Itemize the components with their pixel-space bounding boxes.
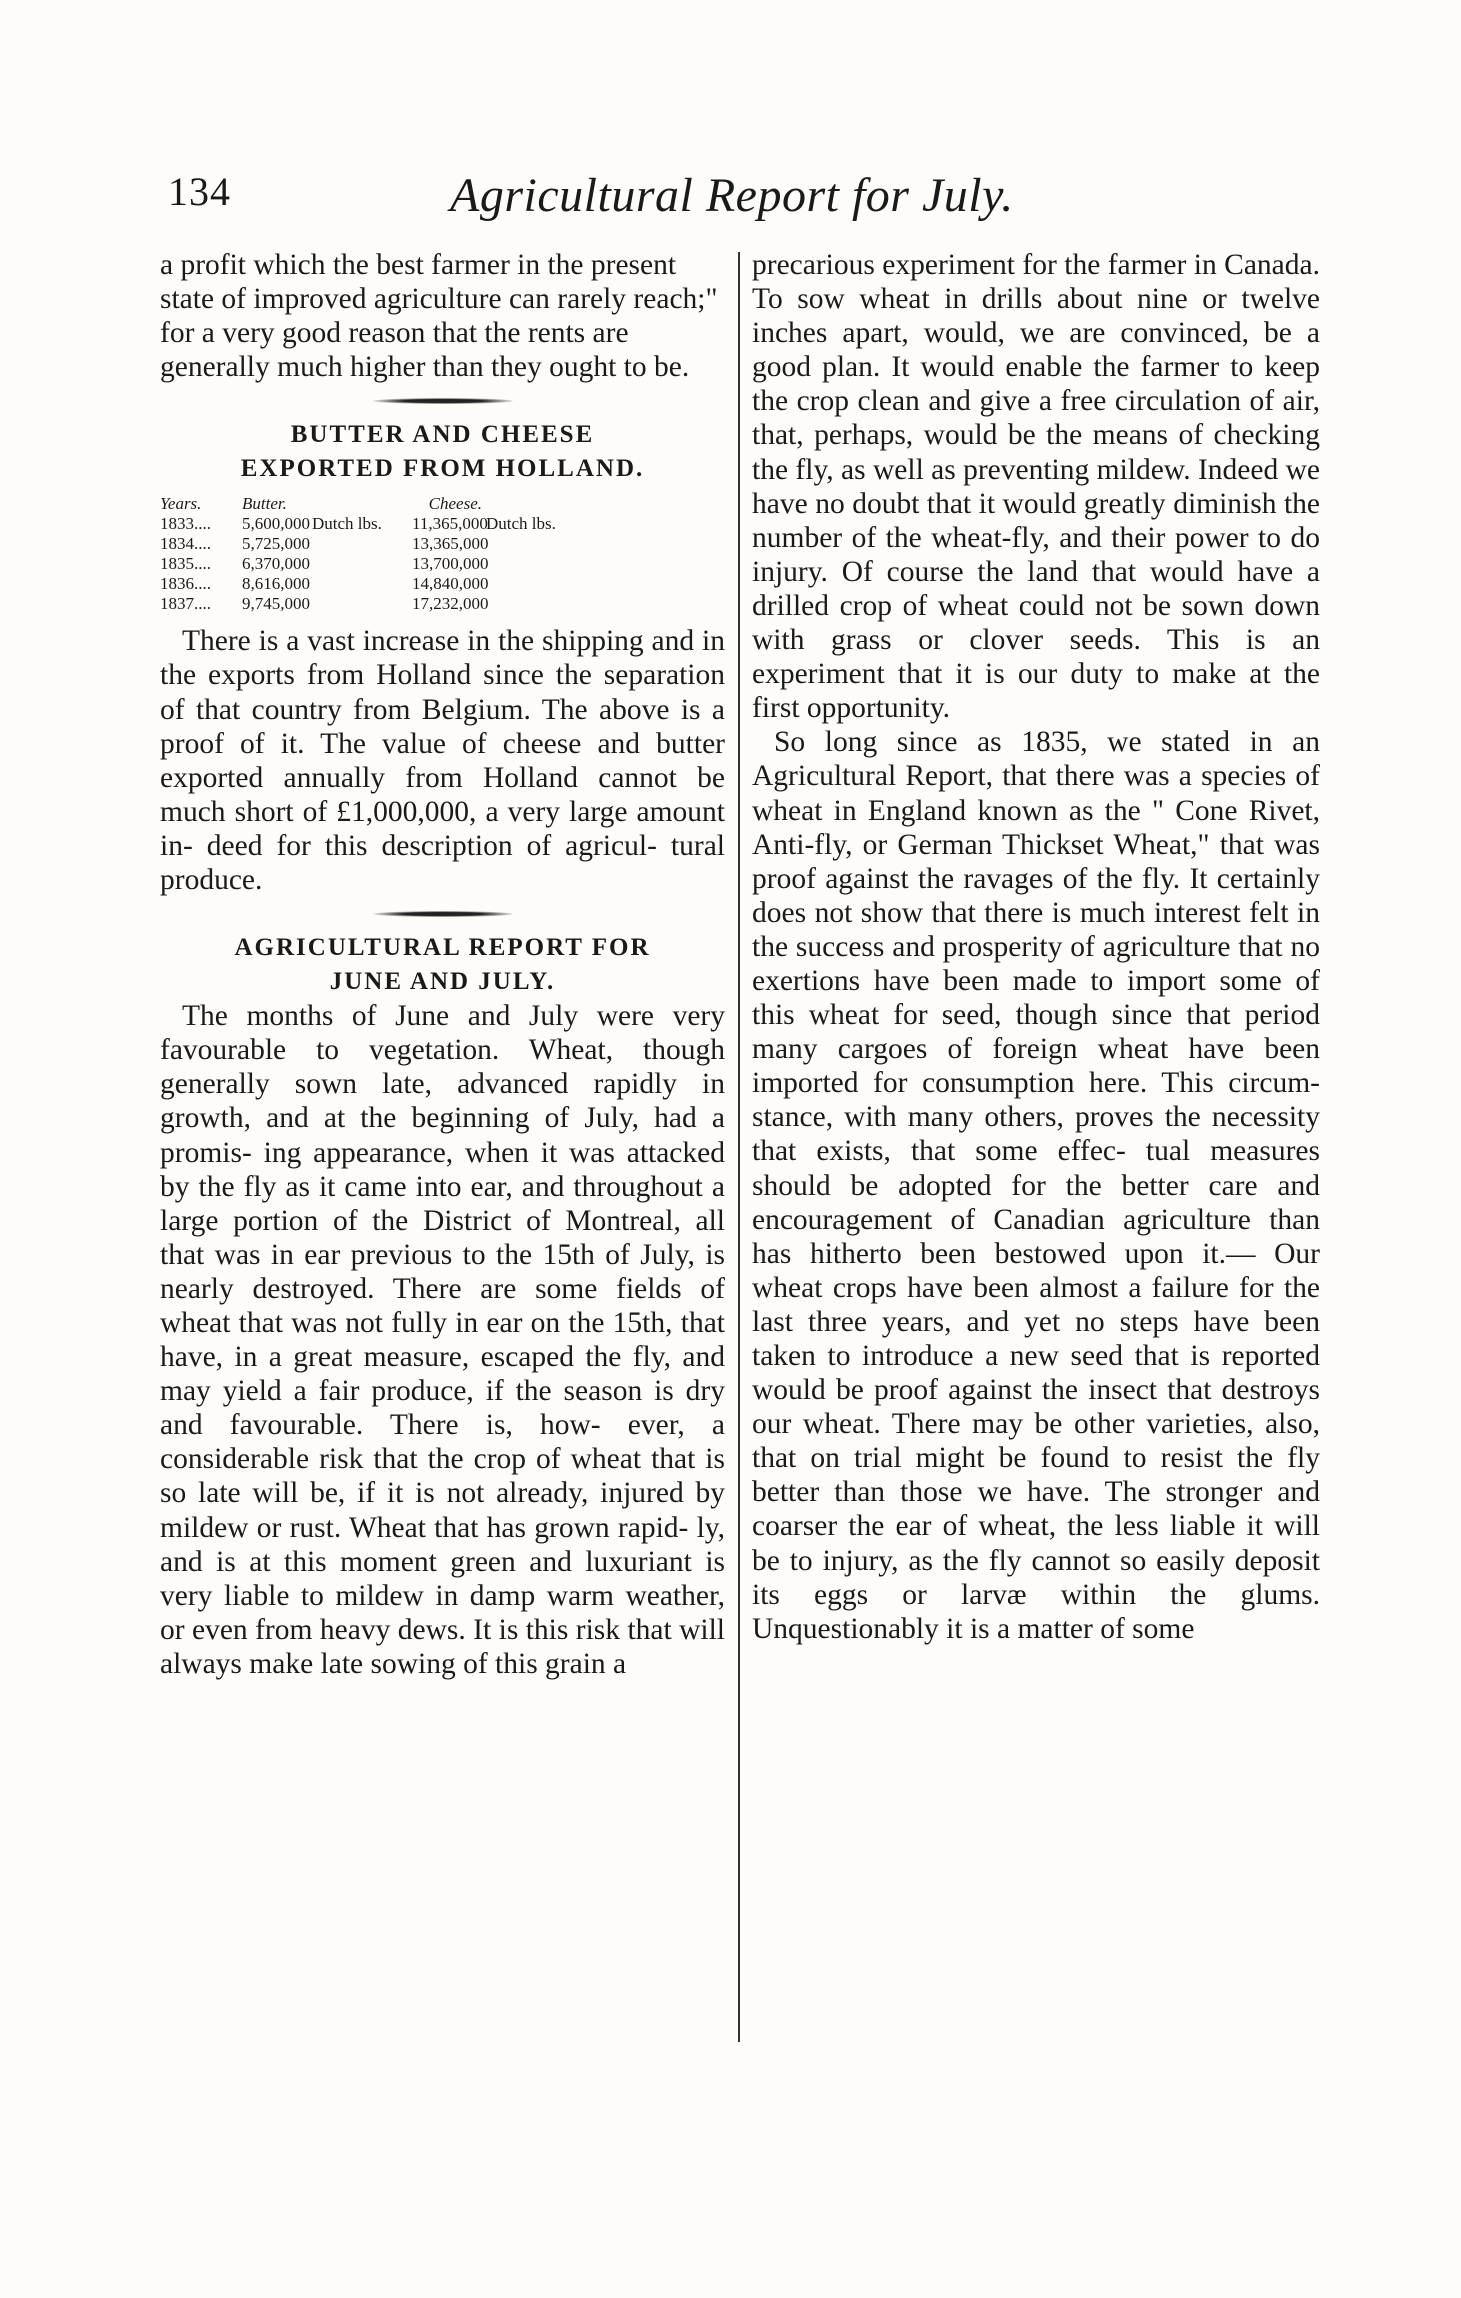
text-line: of Canadian agriculture than has — [752, 1203, 1320, 1270]
running-title: Agricultural Report for July. — [450, 169, 1014, 222]
text-line: would be the means of checking the — [752, 419, 1321, 486]
table-cell-cheese: 13,365,000 — [412, 534, 489, 554]
text-line: import some of this wheat for seed, — [752, 964, 1320, 1032]
text-line: to introduce a new seed that is — [827, 1340, 1222, 1372]
text-line: the fly cannot so easily deposit its — [752, 1544, 1321, 1611]
text-line: throughout a large portion of the — [160, 1170, 725, 1237]
text-line: can rarely reach;" for a very good — [160, 283, 718, 350]
text-line: that no exertions have been made to — [752, 930, 1320, 997]
text-line: eggs or larvæ within the glums. — [814, 1578, 1320, 1611]
text-line: about nine or twelve inches apart, — [752, 283, 1320, 350]
text-line: advanced rapidly in growth, and at — [160, 1068, 725, 1135]
text-line: keep the crop clean and give a free — [752, 351, 1320, 418]
text-line: So long since as 1835, we stated — [774, 726, 1250, 759]
butter-cheese-subheading: EXPORTED FROM HOLLAND. — [240, 455, 645, 483]
text-line: There is a vast increase in the — [182, 625, 543, 658]
table-cell-butter-unit: Dutch lbs. — [312, 514, 382, 534]
text-line: plan. It would enable the farmer to — [822, 351, 1265, 384]
text-line: a failure for the last three years, — [752, 1271, 1321, 1338]
text-line: though since that period many cargoes — [752, 999, 1320, 1066]
text-line: great measure, escaped the fly, and — [293, 1341, 725, 1374]
text-line: necessity that exists, that some effec- — [752, 1101, 1320, 1168]
text-line: is dry and favourable. There is, how- — [160, 1375, 725, 1442]
text-line: The months of June and July — [182, 1000, 597, 1033]
text-line: or German Thickset Wheat," that — [862, 828, 1275, 861]
text-line: tual measures should be adopted for — [752, 1135, 1320, 1202]
text-line: tural produce. — [160, 829, 725, 897]
butter-cheese-heading: BUTTER AND CHEESE — [290, 421, 595, 449]
table-cell-year: 1833.... — [160, 514, 211, 534]
text-line: there is much interest felt in the — [752, 896, 1320, 963]
text-line: much higher than they ought to be. — [277, 351, 690, 384]
cone-rivet-paragraph — [752, 725, 1320, 1646]
text-line: the beginning of July, had a promis- — [160, 1102, 725, 1169]
text-line: ever, a considerable risk that the crop — [160, 1409, 725, 1476]
text-line: reason that the rents are generally — [160, 317, 629, 384]
text-line: hitherto been bestowed upon it.— — [809, 1237, 1275, 1270]
text-line: precarious experiment for the farmer — [752, 249, 1194, 281]
text-line: Holland since the separation of that — [160, 659, 725, 726]
text-line: opportunity. — [806, 692, 951, 725]
text-line: present state of improved agriculture — [160, 249, 677, 316]
text-line: fly. It certainly does not show that — [752, 862, 1320, 929]
text-line: trial might be found to resist the fly — [854, 1442, 1320, 1475]
table-cell-cheese-unit — [486, 534, 586, 554]
table-cell-cheese-unit — [486, 594, 586, 614]
export-table-header — [160, 494, 725, 514]
text-line: Unquestionably it is a matter of some — [752, 1612, 1195, 1645]
ornamental-divider — [373, 398, 513, 404]
text-line: do injury. Of course the land that — [752, 521, 1320, 588]
table-cell-year: 1837.... — [160, 594, 211, 614]
col-cheese: Cheese. — [428, 494, 482, 514]
table-cell-butter: 9,745,000 — [242, 594, 310, 614]
text-line: ear previous to the 15th of July, is — [304, 1238, 725, 1271]
text-line: fly, as well as preventing mildew. — [795, 453, 1198, 486]
text-line: known as the " Cone Rivet, Anti-fly, — [752, 794, 1320, 861]
text-line: for consumption here. This circum- — [873, 1067, 1320, 1100]
text-line: Indeed we have no doubt that it — [752, 453, 1320, 520]
table-cell-butter-unit — [312, 574, 412, 594]
text-line: nearly destroyed. There are some — [160, 1272, 617, 1305]
text-line: the less liable it will be to injury, as — [752, 1510, 1320, 1577]
text-line: luxuriant is very liable to mildew in — [160, 1545, 726, 1612]
table-row — [160, 594, 725, 614]
text-line: not already, injured by mildew or — [160, 1477, 725, 1544]
text-line: Our wheat crops have been almost — [752, 1237, 1320, 1304]
report-paragraph — [160, 999, 725, 1681]
text-line: would have a drilled crop of wheat — [752, 555, 1321, 622]
text-line: success and prosperity of agriculture — [795, 930, 1239, 963]
report-subheading: JUNE AND JULY. — [329, 968, 556, 996]
column-divider — [738, 252, 740, 2042]
holland-paragraph — [160, 624, 725, 897]
text-line: was a species of wheat in England — [752, 760, 1321, 827]
col-years: Years. — [160, 494, 202, 514]
table-cell-butter: 8,616,000 — [242, 574, 310, 594]
text-line: of foreign wheat have been imported — [752, 1033, 1321, 1100]
opening-paragraph — [160, 248, 725, 384]
report-heading: AGRICULTURAL REPORT FOR — [234, 934, 651, 962]
text-line: is a proof of it. The value of cheese — [160, 693, 725, 760]
text-line: would greatly diminish the number — [752, 487, 1320, 554]
table-cell-year: 1834.... — [160, 534, 211, 554]
text-line: ing appearance, when it was attacked — [263, 1136, 725, 1169]
table-cell-year: 1835.... — [160, 554, 211, 574]
table-row — [160, 574, 725, 594]
right-column — [752, 248, 1320, 1646]
text-line: country from Belgium. The above — [251, 693, 681, 726]
table-cell-year: 1836.... — [160, 574, 211, 594]
table-cell-butter: 5,600,000 — [242, 514, 310, 534]
text-line: could not be sown down with grass or — [752, 589, 1321, 657]
table-cell-cheese: 11,365,000 — [412, 514, 488, 534]
text-line: was proof against the ravages of the — [752, 828, 1321, 895]
text-line: insect that destroys our wheat. There — [752, 1374, 1320, 1441]
table-cell-cheese: 14,840,000 — [412, 574, 489, 594]
text-line: the better care and encouragement — [752, 1169, 1320, 1236]
table-cell-butter: 6,370,000 — [242, 554, 310, 574]
table-row — [160, 554, 725, 574]
text-line: ly, and is at this moment green and — [160, 1511, 726, 1578]
col-butter: Butter. — [242, 494, 287, 514]
text-line: fields of wheat that was not fully — [160, 1272, 726, 1339]
table-cell-butter: 5,725,000 — [242, 534, 310, 554]
text-line: of the wheat-fly, and their power to — [851, 521, 1291, 554]
text-line: of wheat that is so late will be, if it is — [160, 1443, 725, 1510]
table-cell-cheese: 17,232,000 — [412, 594, 489, 614]
text-line: stronger and coarser the ear of wheat, — [752, 1476, 1320, 1543]
drilling-paragraph — [752, 248, 1320, 725]
text-line: by the fly as it came into ear, and — [160, 1170, 574, 1203]
table-cell-cheese-unit — [486, 574, 586, 594]
text-line: District of Montreal, all that was in — [160, 1204, 725, 1271]
text-line: reported would be proof against the — [752, 1340, 1320, 1407]
text-line: in ear on the 15th, that have, in a — [160, 1306, 725, 1374]
text-line: and yet no steps have been taken — [752, 1305, 1320, 1372]
text-line: £1,000,000, a very large amount in- — [160, 795, 725, 862]
table-row — [160, 534, 725, 554]
text-line: may be other varieties, also, that on — [752, 1408, 1320, 1475]
text-line: damp warm weather, or even from — [160, 1579, 725, 1646]
text-line: circulation of air, that, perhaps, — [752, 385, 1320, 452]
table-cell-butter-unit — [312, 534, 412, 554]
text-line: deed for this description of agricul- — [206, 829, 671, 862]
table-cell-butter-unit — [312, 554, 412, 574]
export-table — [160, 494, 725, 614]
text-line: rust. Wheat that has grown rapid- — [289, 1511, 697, 1544]
text-line: that it is our duty to make at the first — [752, 658, 1320, 725]
text-line: better than those we have. The — [752, 1476, 1166, 1509]
text-line: Holland cannot be much short of — [160, 761, 725, 828]
text-line: would, we are convinced, be a good — [752, 317, 1320, 384]
text-line: and butter exported annually from — [160, 727, 725, 794]
text-line: stance, with many others, proves the — [752, 1101, 1212, 1134]
page-number: 134 — [168, 169, 231, 214]
table-row — [160, 514, 725, 534]
text-line: always make late sowing of this grain a — [160, 1647, 627, 1680]
text-line: a profit which the best farmer in the — [160, 249, 591, 281]
table-cell-cheese: 13,700,000 — [412, 554, 489, 574]
text-line: shipping and in the exports from — [160, 625, 725, 692]
ornamental-divider — [373, 911, 513, 917]
text-line: were very favourable to vegetation. — [160, 1000, 726, 1067]
text-line: in an Agricultural Report, that there — [752, 726, 1321, 793]
table-cell-cheese-unit — [486, 554, 586, 574]
table-cell-cheese-unit: Dutch lbs. — [486, 514, 556, 534]
text-line: may yield a fair produce, if the season — [160, 1375, 655, 1408]
text-line: heavy dews. It is this risk that will — [319, 1613, 726, 1646]
text-line: Wheat, though generally sown late, — [160, 1034, 725, 1101]
left-column — [160, 248, 725, 1681]
text-line: in Canada. To sow wheat in drills — [752, 249, 1320, 316]
export-table-body — [160, 514, 725, 614]
table-cell-butter-unit — [312, 594, 412, 614]
text-line: clover seeds. This is an experiment — [752, 624, 1320, 691]
